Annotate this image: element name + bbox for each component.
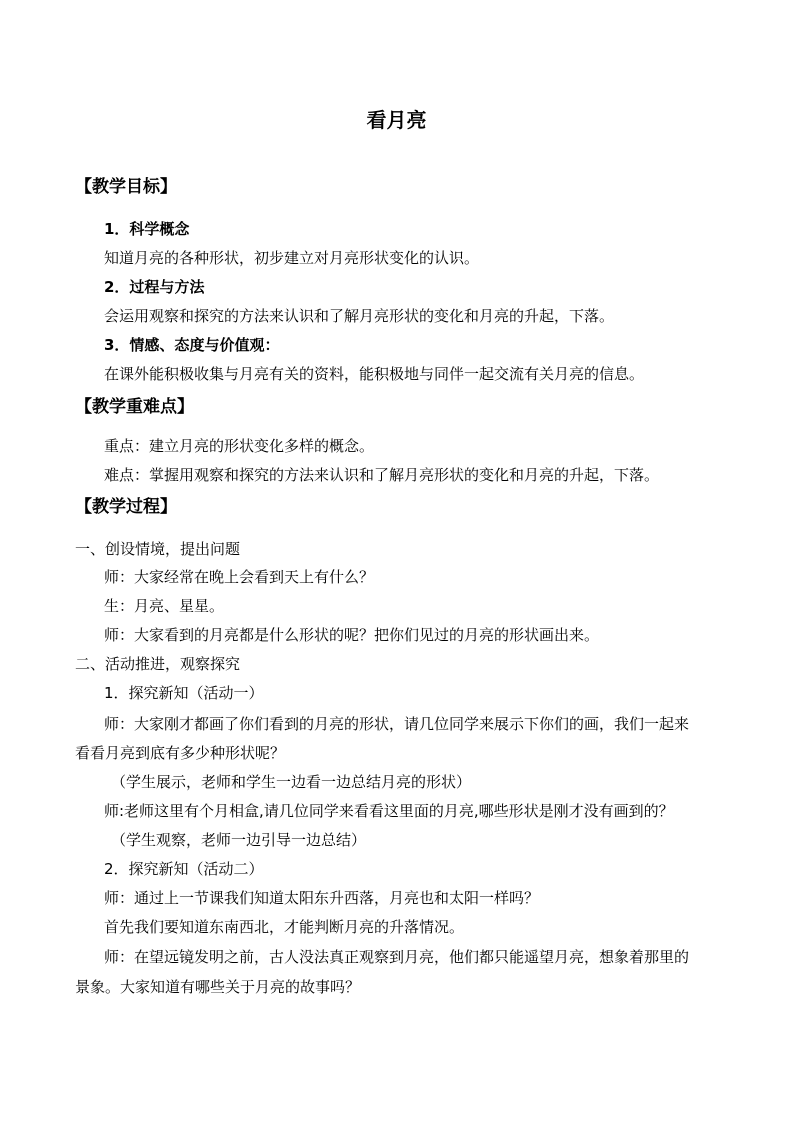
paragraph: 师：大家看到的月亮都是什么形状的呢？把你们见过的月亮的形状画出来。	[104, 626, 600, 644]
paragraph: 会运用观察和探究的方法来认识和了解月亮形状的变化和月亮的升起，下落。	[104, 307, 615, 325]
section-heading-key-points: 【教学重难点】	[75, 397, 194, 417]
paragraph: 师：通过上一节课我们知道太阳东升西落，月亮也和太阳一样吗？	[104, 889, 540, 907]
activity-1-heading: 1．探究新知（活动一）	[104, 684, 264, 702]
paragraph: 景象。大家知道有哪些关于月亮的故事吗？	[75, 978, 361, 996]
section-heading-process: 【教学过程】	[75, 497, 177, 517]
process-section-1-heading: 一、创设情境，提出问题	[75, 540, 241, 558]
paragraph: 知道月亮的各种形状，初步建立对月亮形状变化的认识。	[104, 249, 480, 267]
paragraph: 师：大家经常在晚上会看到天上有什么？	[104, 568, 375, 586]
paragraph: 师：在望远镜发明之前，古人没法真正观察到月亮，他们都只能遥望月亮，想象着那里的	[104, 948, 690, 966]
process-section-2-heading: 二、活动推进，观察探究	[75, 655, 241, 673]
paragraph-difficult-point: 难点：掌握用观察和探究的方法来认识和了解月亮形状的变化和月亮的升起，下落。	[104, 466, 660, 484]
paragraph-key-point: 重点：建立月亮的形状变化多样的概念。	[104, 437, 375, 455]
document-title: 看月亮	[366, 108, 427, 132]
subheading-emotion-values: 3．情感、态度与价值观：	[104, 336, 280, 354]
paragraph: 师:老师这里有个月相盒,请几位同学来看看这里面的月亮,哪些形状是刚才没有画到的？	[104, 802, 674, 820]
section-heading-goals: 【教学目标】	[75, 177, 177, 197]
subheading-process-method: 2．过程与方法	[104, 278, 205, 296]
paragraph: 首先我们要知道东南西北，才能判断月亮的升落情况。	[104, 918, 465, 936]
paragraph: 看看月亮到底有多少种形状呢？	[75, 744, 286, 762]
paragraph: 在课外能积极收集与月亮有关的资料，能积极地与同伴一起交流有关月亮的信息。	[104, 365, 645, 383]
paragraph: （学生观察，老师一边引导一边总结）	[111, 831, 367, 849]
subheading-science-concept: 1．科学概念	[104, 220, 190, 238]
paragraph: （学生展示，老师和学生一边看一边总结月亮的形状）	[111, 773, 472, 791]
activity-2-heading: 2．探究新知（活动二）	[104, 860, 264, 878]
paragraph: 师：大家刚才都画了你们看到的月亮的形状，请几位同学来展示下你们的画，我们一起来	[104, 715, 690, 733]
paragraph: 生：月亮、星星。	[104, 597, 225, 615]
